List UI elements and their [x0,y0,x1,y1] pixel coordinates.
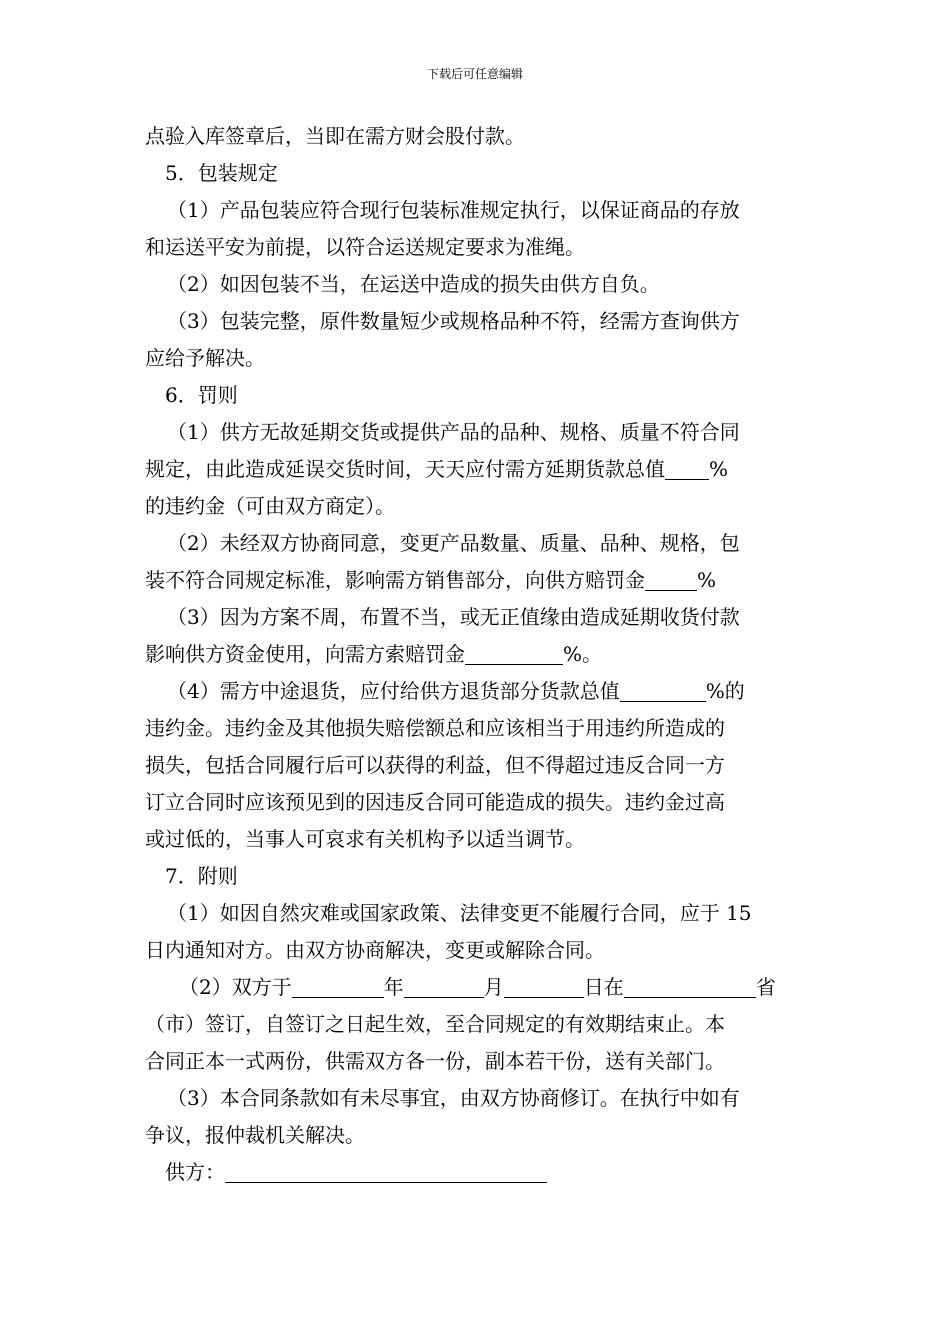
paragraph-line [145,636,807,673]
paragraph-line: 订立合同时应该预见到的因违反合同可能造成的损失。违约金过高 [145,790,725,814]
paragraph-line: （2）如因包装不当，在运送中造成的损失由供方自负。 [167,272,660,296]
paragraph-line: 应给予解决。 [145,346,265,370]
paragraph-line: 的违约金（可由双方商定）。 [145,494,395,518]
line-text: %的 [705,679,745,703]
document-body [145,118,807,1191]
line-text: %。 [563,642,603,666]
section-heading-packaging: 5．包装规定 [165,161,278,185]
paragraph-line: 和运送平安为前提，以符合运送规定要求为准绳。 [145,235,585,259]
line-text: （2）双方于 [179,975,292,999]
line-text: 日在 [583,975,624,999]
paragraph-line: （1）产品包装应符合现行包装标准规定执行，以保证商品的存放 [167,198,740,222]
paragraph-line [145,673,807,710]
paragraph-line: （3）因为方案不周，布置不当，或无正值缘由造成延期收货付款 [167,605,740,629]
fill-blank[interactable] [645,568,697,591]
paragraph-line: 点验入库签章后，当即在需方财会股付款。 [145,124,525,148]
supplier-signature-blank[interactable] [225,1160,547,1183]
line-text: 装不符合同规定标准，影响需方销售部分，向供方赔罚金 [145,568,645,592]
paragraph-line: （3）本合同条款如有未尽事宜，由双方协商修订。在执行中如有 [167,1086,740,1110]
line-text: % [697,568,717,592]
fill-blank-month[interactable] [404,975,484,998]
paragraph-line: （1）供方无故延期交货或提供产品的品种、规格、质量不符合同 [167,420,740,444]
paragraph-line [145,969,807,1006]
fill-blank[interactable] [620,679,706,702]
line-text: 省 [755,975,776,999]
line-text: 影响供方资金使用，向需方索赔罚金 [145,642,465,666]
paragraph-line: 日内通知对方。由双方协商解决，变更或解除合同。 [145,938,605,962]
page-header: 下载后可任意编辑 [426,67,523,81]
line-text: （4）需方中途退货，应付给供方退货部分货款总值 [167,679,620,703]
paragraph-line: 合同正本一式两份，供需双方各一份，副本若干份，送有关部门。 [145,1049,725,1073]
paragraph-line: 违约金。违约金及其他损失赔偿额总和应该相当于用违约所造成的 [145,716,725,740]
paragraph-line: （市）签订，自签订之日起生效，至合同规定的有效期结束止。本 [145,1012,725,1036]
line-text: 月 [483,975,504,999]
paragraph-line: 争议，报仲裁机关解决。 [145,1123,365,1147]
paragraph-line: （1）如因自然灾难或国家政策、法律变更不能履行合同，应于 15 [167,901,752,925]
section-heading-supplementary: 7．附则 [165,864,238,888]
fill-blank-year[interactable] [292,975,384,998]
paragraph-line [145,451,807,488]
paragraph-line: 或过低的，当事人可哀求有关机构予以适当调节。 [145,827,585,851]
paragraph-line: 损失，包括合同履行后可以获得的利益，但不得超过违反合同一方 [145,753,725,777]
line-text: 年 [383,975,404,999]
signature-line-supplier [145,1154,807,1191]
line-text: % [709,457,729,481]
fill-blank[interactable] [665,457,709,480]
paragraph-line: （3）包装完整，原件数量短少或规格品种不符，经需方查询供方 [167,309,740,333]
fill-blank[interactable] [465,642,563,665]
fill-blank-province[interactable] [624,975,756,998]
paragraph-line: （2）未经双方协商同意，变更产品数量、质量、品种、规格，包 [167,531,740,555]
supplier-label: 供方： [165,1160,225,1184]
paragraph-line [145,562,807,599]
fill-blank-day[interactable] [504,975,584,998]
line-text: 规定，由此造成延误交货时间，天天应付需方延期货款总值 [145,457,665,481]
section-heading-penalties: 6．罚则 [165,383,238,407]
